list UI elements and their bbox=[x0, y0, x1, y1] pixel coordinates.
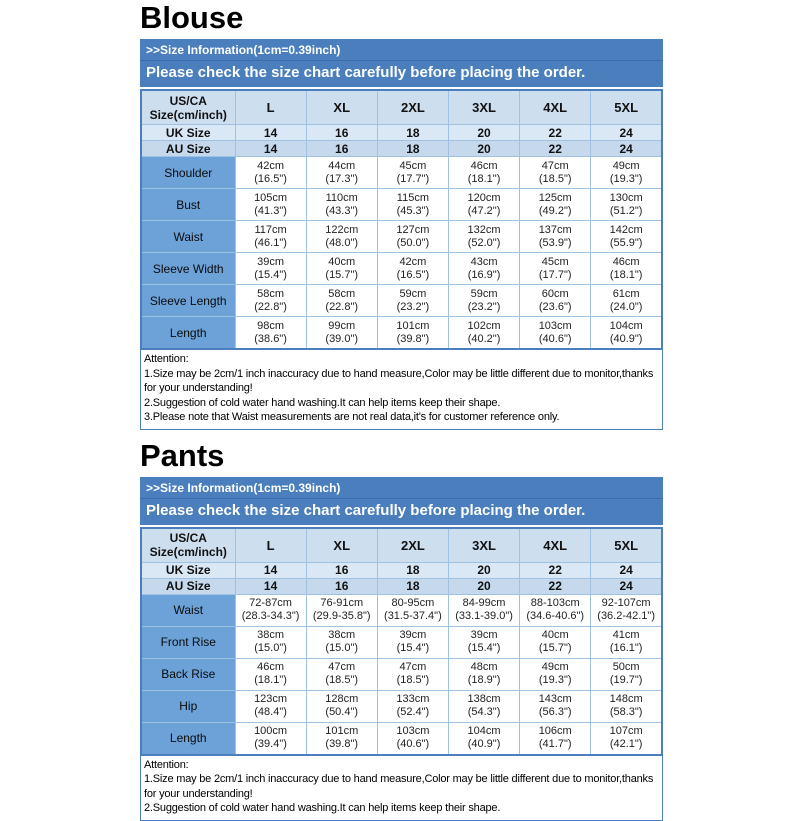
cm-value: 50cm bbox=[612, 661, 640, 673]
inch-value: (48.0") bbox=[325, 236, 359, 249]
measurement-cell bbox=[235, 221, 306, 253]
inch-value: (33.1-39.0") bbox=[455, 610, 513, 622]
size-column-header: 5XL bbox=[591, 90, 662, 125]
measurement-row bbox=[141, 594, 662, 626]
cm-value: 47cm bbox=[328, 661, 356, 673]
au-size-value: 24 bbox=[591, 141, 662, 157]
measurement-cell bbox=[520, 221, 591, 253]
size-header-row bbox=[141, 528, 662, 563]
measurement-cell bbox=[520, 722, 591, 755]
size-column-header: XL bbox=[306, 90, 377, 125]
measurement-cell bbox=[448, 189, 519, 221]
measurement-cell bbox=[591, 658, 662, 690]
inch-value: (50.0") bbox=[396, 236, 430, 249]
measurement-cell bbox=[520, 189, 591, 221]
cm-value: 47cm bbox=[399, 661, 427, 673]
cm-value: 59cm bbox=[399, 287, 427, 300]
attention-line: 2.Suggestion of cold water hand washing.It can help items keep their shape. bbox=[144, 802, 501, 814]
measurement-cell bbox=[591, 626, 662, 658]
size-column-header: 2XL bbox=[377, 528, 448, 563]
cm-value: 106cm bbox=[538, 725, 572, 737]
pants-info-bar bbox=[140, 477, 663, 525]
measurement-label: Front Rise bbox=[141, 626, 235, 658]
size-unit-line1: US/CA bbox=[169, 93, 207, 108]
cm-value: 48cm bbox=[470, 661, 498, 673]
inch-value: (23.2") bbox=[467, 300, 501, 313]
measurement-cell bbox=[591, 189, 662, 221]
inch-value: (16.5") bbox=[396, 268, 430, 281]
inch-value: (40.6") bbox=[538, 332, 572, 345]
cm-value: 104cm bbox=[609, 319, 643, 332]
cm-value: 46cm bbox=[470, 159, 498, 172]
measurement-cell bbox=[448, 722, 519, 755]
size-unit-line2: Size(cm/inch) bbox=[149, 545, 227, 559]
measurement-cell bbox=[520, 253, 591, 285]
measurement-cell bbox=[306, 253, 377, 285]
au-size-value: 24 bbox=[591, 578, 662, 594]
cm-value: 115cm bbox=[396, 191, 429, 204]
inch-value: (15.4") bbox=[396, 642, 430, 654]
uk-size-value: 18 bbox=[377, 125, 448, 141]
measurement-label: Sleeve Length bbox=[141, 285, 235, 317]
inch-value: (51.2") bbox=[609, 204, 643, 217]
measurement-cell bbox=[306, 221, 377, 253]
inch-value: (46.1") bbox=[254, 236, 287, 249]
blouse-size-table bbox=[140, 89, 663, 350]
inch-value: (16.5") bbox=[254, 172, 287, 185]
cm-value: 103cm bbox=[396, 725, 430, 737]
size-unit-header bbox=[141, 528, 235, 563]
inch-value: (15.7") bbox=[538, 642, 572, 654]
cm-value: 102cm bbox=[467, 319, 501, 332]
cm-value: 92-107cm bbox=[601, 597, 651, 609]
cm-value: 60cm bbox=[541, 287, 569, 300]
measurement-row bbox=[141, 285, 662, 317]
inch-value: (17.7") bbox=[396, 172, 430, 185]
cm-value: 80-95cm bbox=[391, 597, 435, 609]
measurement-cell bbox=[235, 722, 306, 755]
measurement-cell bbox=[235, 594, 306, 626]
measurement-cell bbox=[377, 157, 448, 189]
inch-value: (28.3-34.3") bbox=[241, 610, 300, 622]
uk-size-value: 20 bbox=[448, 125, 519, 141]
size-column-header: 5XL bbox=[591, 528, 662, 563]
measurement-cell bbox=[377, 690, 448, 722]
au-size-value: 22 bbox=[520, 578, 591, 594]
cm-value: 40cm bbox=[541, 629, 569, 641]
measurement-cell bbox=[306, 189, 377, 221]
measurement-cell bbox=[377, 658, 448, 690]
uk-size-value: 22 bbox=[520, 562, 591, 578]
measurement-row bbox=[141, 253, 662, 285]
measurement-label: Bust bbox=[141, 189, 235, 221]
cm-value: 41cm bbox=[612, 629, 640, 641]
cm-value: 58cm bbox=[328, 287, 356, 300]
measurement-cell bbox=[448, 221, 519, 253]
measurement-row bbox=[141, 626, 662, 658]
cm-value: 59cm bbox=[470, 287, 498, 300]
cm-value: 39cm bbox=[470, 629, 498, 641]
uk-size-label: UK Size bbox=[141, 562, 235, 578]
inch-value: (40.9") bbox=[467, 738, 501, 750]
inch-value: (15.0") bbox=[254, 642, 287, 654]
measurement-cell bbox=[235, 690, 306, 722]
inch-value: (58.3") bbox=[609, 706, 643, 718]
blouse-attention-box bbox=[140, 350, 663, 430]
measurement-cell bbox=[377, 221, 448, 253]
measurement-cell bbox=[377, 722, 448, 755]
cm-value: 138cm bbox=[467, 693, 501, 705]
size-column-header: 2XL bbox=[377, 90, 448, 125]
cm-value: 84-99cm bbox=[462, 597, 506, 609]
cm-value: 105cm bbox=[254, 191, 288, 204]
inch-value: (23.6") bbox=[538, 300, 572, 313]
measurement-cell bbox=[591, 722, 662, 755]
measurement-cell bbox=[591, 285, 662, 317]
inch-value: (39.8") bbox=[396, 332, 430, 345]
inch-value: (22.8") bbox=[254, 300, 287, 313]
inch-value: (54.3") bbox=[467, 706, 501, 718]
attention-line: Attention: bbox=[144, 353, 189, 365]
inch-value: (50.4") bbox=[325, 706, 359, 718]
uk-size-value: 14 bbox=[235, 562, 306, 578]
cm-value: 148cm bbox=[609, 693, 643, 705]
cm-value: 98cm bbox=[257, 319, 285, 332]
attention-line: Attention: bbox=[144, 758, 189, 771]
inch-value: (16.9") bbox=[467, 268, 501, 281]
cm-value: 45cm bbox=[541, 255, 569, 268]
measurement-row bbox=[141, 722, 662, 755]
cm-value: 142cm bbox=[609, 223, 643, 236]
cm-value: 38cm bbox=[328, 629, 356, 641]
au-size-value: 20 bbox=[448, 578, 519, 594]
inch-value: (52.0") bbox=[467, 236, 501, 249]
measurement-cell bbox=[306, 658, 377, 690]
measurement-cell bbox=[448, 317, 519, 350]
measurement-cell bbox=[520, 658, 591, 690]
measurement-row bbox=[141, 658, 662, 690]
size-header-row bbox=[141, 90, 662, 125]
size-chart-notice: Please check the size chart carefully before placing the order. bbox=[146, 501, 586, 519]
uk-size-value: 24 bbox=[591, 562, 662, 578]
uk-size-value: 16 bbox=[306, 562, 377, 578]
cm-value: 128cm bbox=[325, 693, 359, 705]
cm-value: 46cm bbox=[612, 255, 640, 268]
inch-value: (31.5-37.4") bbox=[384, 610, 442, 622]
inch-value: (39.4") bbox=[254, 738, 287, 750]
uk-size-value: 14 bbox=[235, 125, 306, 141]
inch-value: (45.3") bbox=[396, 204, 430, 217]
measurement-cell bbox=[306, 594, 377, 626]
inch-value: (40.6") bbox=[396, 738, 430, 750]
measurement-cell bbox=[520, 317, 591, 350]
measurement-label: Shoulder bbox=[141, 157, 235, 189]
au-size-value: 18 bbox=[377, 578, 448, 594]
size-chart-notice: Please check the size chart carefully before placing the order. bbox=[146, 64, 586, 81]
measurement-row bbox=[141, 317, 662, 350]
size-unit-line2: Size(cm/inch) bbox=[149, 107, 227, 122]
pants-attention-box bbox=[140, 756, 663, 821]
inch-value: (18.5") bbox=[325, 674, 359, 686]
size-column-header: 4XL bbox=[520, 90, 591, 125]
measurement-label: Hip bbox=[141, 690, 235, 722]
measurement-cell bbox=[306, 626, 377, 658]
inch-value: (52.4") bbox=[396, 706, 430, 718]
size-column-header: L bbox=[235, 90, 306, 125]
measurement-cell bbox=[306, 690, 377, 722]
measurement-cell bbox=[591, 253, 662, 285]
measurement-cell bbox=[235, 285, 306, 317]
inch-value: (18.1") bbox=[609, 268, 643, 281]
cm-value: 49cm bbox=[612, 159, 640, 172]
inch-value: (38.6") bbox=[254, 332, 287, 345]
measurement-cell bbox=[235, 658, 306, 690]
measurement-cell bbox=[591, 594, 662, 626]
cm-value: 42cm bbox=[399, 255, 427, 268]
measurement-cell bbox=[306, 722, 377, 755]
cm-value: 107cm bbox=[609, 725, 643, 737]
measurement-cell bbox=[448, 594, 519, 626]
measurement-cell bbox=[377, 317, 448, 350]
measurement-cell bbox=[591, 317, 662, 350]
au-size-label: AU Size bbox=[141, 578, 235, 594]
au-size-row bbox=[141, 578, 662, 594]
measurement-cell bbox=[520, 690, 591, 722]
inch-value: (19.7") bbox=[609, 674, 643, 686]
cm-value: 88-103cm bbox=[530, 597, 580, 609]
uk-size-value: 24 bbox=[591, 125, 662, 141]
measurement-cell bbox=[448, 626, 519, 658]
measurement-cell bbox=[235, 189, 306, 221]
cm-value: 130cm bbox=[609, 191, 643, 204]
measurement-cell bbox=[448, 285, 519, 317]
cm-value: 47cm bbox=[541, 159, 569, 172]
blouse-title: Blouse bbox=[140, 0, 244, 35]
inch-value: (15.4") bbox=[254, 268, 287, 281]
au-size-value: 16 bbox=[306, 578, 377, 594]
inch-value: (48.4") bbox=[254, 706, 287, 718]
inch-value: (41.3") bbox=[254, 204, 287, 217]
inch-value: (36.2-42.1") bbox=[597, 610, 655, 622]
measurement-row bbox=[141, 189, 662, 221]
measurement-cell bbox=[377, 594, 448, 626]
au-size-value: 16 bbox=[306, 141, 377, 157]
cm-value: 103cm bbox=[538, 319, 572, 332]
cm-value: 132cm bbox=[467, 223, 501, 236]
measurement-label: Sleeve Width bbox=[141, 253, 235, 285]
attention-line: 1.Size may be 2cm/1 inch inaccuracy due to hand measure,Color may be little different due to monitor,thanks for your understanding! bbox=[144, 773, 654, 800]
measurement-cell bbox=[377, 626, 448, 658]
cm-value: 120cm bbox=[467, 191, 501, 204]
size-information-header: >>Size Information(1cm=0.39inch) bbox=[140, 39, 663, 61]
cm-value: 72-87cm bbox=[249, 597, 292, 609]
uk-size-value: 18 bbox=[377, 562, 448, 578]
inch-value: (49.2") bbox=[538, 204, 572, 217]
inch-value: (17.3") bbox=[325, 172, 359, 185]
measurement-cell bbox=[520, 626, 591, 658]
inch-value: (40.9") bbox=[609, 332, 643, 345]
size-information-header: >>Size Information(1cm=0.39inch) bbox=[140, 477, 663, 499]
inch-value: (18.5") bbox=[396, 674, 430, 686]
cm-value: 39cm bbox=[399, 629, 427, 641]
size-column-header: 3XL bbox=[448, 90, 519, 125]
measurement-cell bbox=[377, 189, 448, 221]
au-size-row bbox=[141, 141, 662, 157]
inch-value: (19.3") bbox=[609, 172, 643, 185]
inch-value: (18.5") bbox=[538, 172, 572, 185]
measurement-cell bbox=[377, 253, 448, 285]
cm-value: 100cm bbox=[254, 725, 288, 737]
measurement-cell bbox=[591, 157, 662, 189]
size-column-header: XL bbox=[306, 528, 377, 563]
attention-line: 2.Suggestion of cold water hand washing.It can help items keep their shape. bbox=[144, 396, 501, 409]
cm-value: 110cm bbox=[325, 191, 358, 204]
cm-value: 125cm bbox=[538, 191, 572, 204]
measurement-cell bbox=[377, 285, 448, 317]
inch-value: (18.1") bbox=[254, 674, 287, 686]
inch-value: (55.9") bbox=[609, 236, 643, 249]
cm-value: 127cm bbox=[396, 223, 430, 236]
uk-size-value: 16 bbox=[306, 125, 377, 141]
inch-value: (15.0") bbox=[325, 642, 359, 654]
inch-value: (15.7") bbox=[325, 268, 359, 281]
measurement-cell bbox=[235, 253, 306, 285]
au-size-value: 20 bbox=[448, 141, 519, 157]
cm-value: 46cm bbox=[257, 661, 285, 673]
blouse-info-bar bbox=[140, 39, 663, 87]
measurement-cell bbox=[520, 594, 591, 626]
au-size-value: 22 bbox=[520, 141, 591, 157]
cm-value: 38cm bbox=[257, 629, 285, 641]
cm-value: 76-91cm bbox=[320, 597, 364, 609]
size-column-header: L bbox=[235, 528, 306, 563]
measurement-cell bbox=[306, 285, 377, 317]
cm-value: 58cm bbox=[257, 287, 285, 300]
cm-value: 49cm bbox=[541, 661, 569, 673]
inch-value: (17.7") bbox=[538, 268, 572, 281]
cm-value: 40cm bbox=[328, 255, 356, 268]
size-unit-header bbox=[141, 90, 235, 125]
measurement-row bbox=[141, 690, 662, 722]
cm-value: 104cm bbox=[467, 725, 501, 737]
au-size-label: AU Size bbox=[141, 141, 235, 157]
cm-value: 143cm bbox=[538, 693, 572, 705]
measurement-label: Waist bbox=[141, 221, 235, 253]
measurement-cell bbox=[520, 285, 591, 317]
size-column-header: 3XL bbox=[448, 528, 519, 563]
measurement-cell bbox=[520, 157, 591, 189]
measurement-cell bbox=[448, 658, 519, 690]
cm-value: 43cm bbox=[470, 255, 498, 268]
pants-title: Pants bbox=[140, 437, 225, 473]
measurement-cell bbox=[448, 253, 519, 285]
inch-value: (19.3") bbox=[538, 674, 572, 686]
cm-value: 101cm bbox=[396, 319, 430, 332]
inch-value: (15.4") bbox=[467, 642, 501, 654]
pants-section bbox=[140, 439, 663, 821]
attention-line: 3.Please note that Waist measurements are not real data,it's for customer reference only. bbox=[144, 411, 560, 423]
attention-line: 1.Size may be 2cm/1 inch inaccuracy due to hand measure,Color may be little different due to monitor,thanks for your understanding! bbox=[144, 367, 654, 394]
inch-value: (39.0") bbox=[325, 332, 359, 345]
inch-value: (29.9-35.8") bbox=[312, 610, 371, 622]
inch-value: (40.2") bbox=[467, 332, 501, 345]
measurement-cell bbox=[591, 221, 662, 253]
measurement-cell bbox=[235, 157, 306, 189]
inch-value: (22.8") bbox=[325, 300, 359, 313]
uk-size-row bbox=[141, 562, 662, 578]
blouse-section bbox=[140, 1, 663, 430]
measurement-row bbox=[141, 221, 662, 253]
measurement-row bbox=[141, 157, 662, 189]
cm-value: 123cm bbox=[254, 693, 288, 705]
measurement-cell bbox=[591, 690, 662, 722]
uk-size-value: 22 bbox=[520, 125, 591, 141]
inch-value: (56.3") bbox=[538, 706, 572, 718]
measurement-cell bbox=[235, 317, 306, 350]
cm-value: 122cm bbox=[325, 223, 359, 236]
measurement-label: Waist bbox=[141, 594, 235, 626]
cm-value: 99cm bbox=[328, 319, 356, 332]
cm-value: 117cm bbox=[254, 223, 287, 236]
size-column-header: 4XL bbox=[520, 528, 591, 563]
au-size-value: 14 bbox=[235, 141, 306, 157]
cm-value: 101cm bbox=[325, 725, 359, 737]
measurement-cell bbox=[306, 157, 377, 189]
inch-value: (18.9") bbox=[467, 674, 501, 686]
measurement-cell bbox=[235, 626, 306, 658]
measurement-label: Length bbox=[141, 722, 235, 755]
inch-value: (43.3") bbox=[325, 204, 359, 217]
cm-value: 45cm bbox=[399, 159, 427, 172]
cm-value: 44cm bbox=[328, 159, 356, 172]
cm-value: 42cm bbox=[257, 159, 285, 172]
inch-value: (16.1") bbox=[609, 642, 643, 654]
cm-value: 133cm bbox=[396, 693, 430, 705]
cm-value: 39cm bbox=[257, 255, 285, 268]
cm-value: 137cm bbox=[538, 223, 572, 236]
au-size-value: 14 bbox=[235, 578, 306, 594]
au-size-value: 18 bbox=[377, 141, 448, 157]
uk-size-value: 20 bbox=[448, 562, 519, 578]
size-unit-line1: US/CA bbox=[169, 531, 207, 545]
pants-size-table bbox=[140, 527, 663, 756]
inch-value: (23.2") bbox=[396, 300, 430, 313]
measurement-label: Length bbox=[141, 317, 235, 350]
cm-value: 61cm bbox=[612, 287, 640, 300]
inch-value: (18.1") bbox=[467, 172, 501, 185]
inch-value: (53.9") bbox=[538, 236, 572, 249]
inch-value: (47.2") bbox=[467, 204, 501, 217]
inch-value: (24.0") bbox=[609, 300, 643, 313]
uk-size-row bbox=[141, 125, 662, 141]
measurement-cell bbox=[448, 157, 519, 189]
measurement-cell bbox=[306, 317, 377, 350]
inch-value: (41.7") bbox=[538, 738, 572, 750]
measurement-label: Back Rise bbox=[141, 658, 235, 690]
inch-value: (42.1") bbox=[609, 738, 643, 750]
inch-value: (39.8") bbox=[325, 738, 359, 750]
uk-size-label: UK Size bbox=[141, 125, 235, 141]
measurement-cell bbox=[448, 690, 519, 722]
inch-value: (34.6-40.6") bbox=[526, 610, 585, 622]
